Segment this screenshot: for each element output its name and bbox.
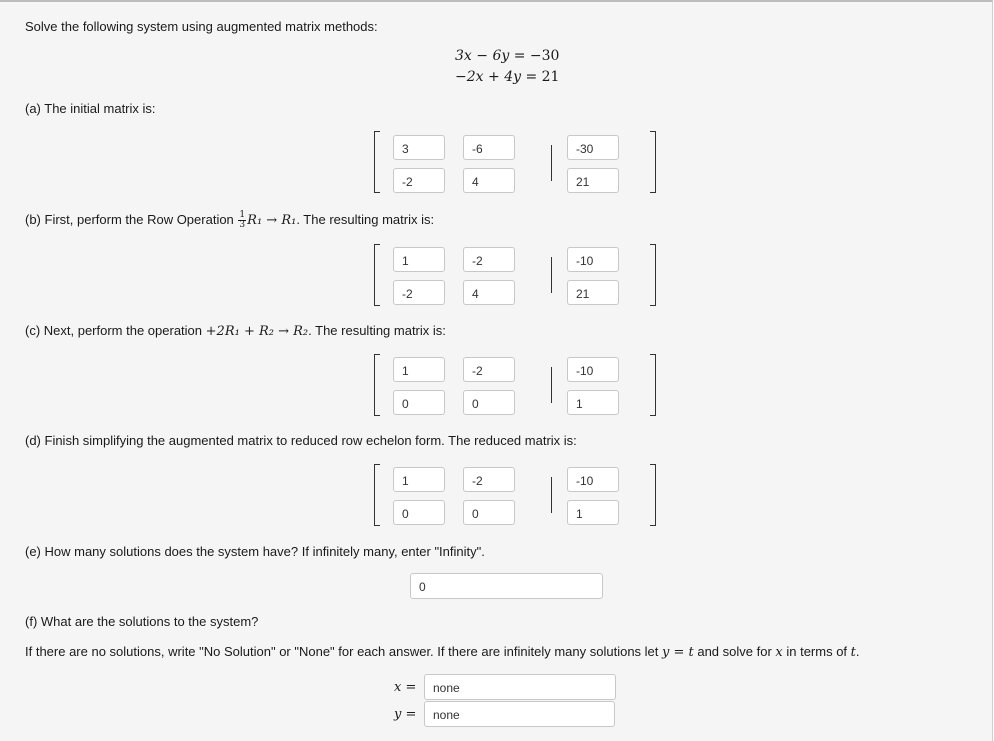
eq2-operator: + <box>488 69 500 85</box>
matrix-c-r1c2-input[interactable]: -2 <box>463 357 515 382</box>
solution-count-input[interactable]: 0 <box>410 573 603 599</box>
matrix-d-r1c2-input[interactable]: -2 <box>463 467 515 492</box>
matrix-a-divider <box>551 145 552 181</box>
matrix-c-r2c3-input[interactable]: 1 <box>567 390 619 415</box>
part-f-instr-text-3: in terms of <box>782 644 851 659</box>
matrix-a-r2c1-input[interactable]: -2 <box>393 168 445 193</box>
matrix-b-right-bracket <box>650 244 656 306</box>
part-f-instr-text-1: If there are no solutions, write "No Solution" or "None" for each answer. If there are infinitely many solutions let <box>25 644 662 659</box>
matrix-a-r2c3-input[interactable]: 21 <box>567 168 619 193</box>
part-d-label: (d) Finish simplifying the augmented matrix to reduced row echelon form. The reduced matrix is: <box>25 433 577 448</box>
matrix-d-right-bracket <box>650 464 656 526</box>
matrix-a-r1c3-input[interactable]: -30 <box>567 135 619 160</box>
part-f-instr-text-4: . <box>855 644 860 659</box>
part-c-text-before: (c) Next, perform the operation <box>25 323 203 338</box>
matrix-c-divider <box>551 367 552 403</box>
matrix-b-r1c1-input[interactable]: 1 <box>393 247 445 272</box>
matrix-b-r2c1-input[interactable]: -2 <box>393 280 445 305</box>
part-f-instr-math-2: x <box>775 645 783 660</box>
part-c-row-operation: +2R₁ + R₂ → R₂ <box>205 324 309 339</box>
part-f-instr-text-2: and solve for <box>693 644 776 659</box>
matrix-c-r2c1-input[interactable]: 0 <box>393 390 445 415</box>
matrix-d-r2c3-input[interactable]: 1 <box>567 500 619 525</box>
matrix-b-left-bracket <box>374 244 380 306</box>
part-b-fraction-num: 1 <box>239 210 246 220</box>
part-b-text-after: . The resulting matrix is: <box>296 211 435 227</box>
matrix-c-r1c3-input[interactable]: -10 <box>567 357 619 382</box>
matrix-a-r1c2-input[interactable]: -6 <box>463 135 515 160</box>
matrix-d-r1c3-input[interactable]: -10 <box>567 467 619 492</box>
part-e-label: (e) How many solutions does the system have? If infinitely many, enter "Infinity". <box>25 544 485 559</box>
matrix-d-r2c2-input[interactable]: 0 <box>463 500 515 525</box>
eq1-rhs: = −30 <box>513 48 560 64</box>
matrix-b-r1c2-input[interactable]: -2 <box>463 247 515 272</box>
x-label: x = <box>394 680 417 695</box>
part-b-fraction <box>238 211 246 230</box>
part-f-instr-math-3: t <box>850 645 856 660</box>
part-f-instr-math-1: y = t <box>662 645 694 660</box>
part-a-label: (a) The initial matrix is: <box>25 101 156 116</box>
matrix-d-left-bracket <box>374 464 380 526</box>
part-c-text-after: . The resulting matrix is: <box>308 323 446 338</box>
matrix-b-r1c3-input[interactable]: -10 <box>567 247 619 272</box>
y-answer-input[interactable]: none <box>424 701 615 727</box>
eq1-term-y: 6y <box>492 48 510 64</box>
part-b-fraction-den: 3 <box>239 220 246 230</box>
matrix-d-r1c1-input[interactable]: 1 <box>393 467 445 492</box>
part-f-instructions <box>25 644 860 660</box>
matrix-c-r1c1-input[interactable]: 1 <box>393 357 445 382</box>
part-f-label: (f) What are the solutions to the system? <box>25 614 259 629</box>
eq1-operator: − <box>476 48 488 64</box>
matrix-d-divider <box>551 477 552 513</box>
matrix-a-r1c1-input[interactable]: 3 <box>393 135 445 160</box>
equation-1 <box>455 48 559 64</box>
part-b-row-operation: R₁ → R₁ <box>247 212 297 228</box>
eq1-term-x: 3x <box>455 48 472 64</box>
matrix-b-r2c2-input[interactable]: 4 <box>463 280 515 305</box>
y-label: y = <box>394 707 417 722</box>
eq2-term-y: 4y <box>504 69 522 85</box>
matrix-a-right-bracket <box>650 131 656 193</box>
matrix-a-r2c2-input[interactable]: 4 <box>463 168 515 193</box>
x-answer-input[interactable]: none <box>424 674 616 700</box>
matrix-b-r2c3-input[interactable]: 21 <box>567 280 619 305</box>
eq2-term-x: −2x <box>455 69 484 85</box>
matrix-c-r2c2-input[interactable]: 0 <box>463 390 515 415</box>
intro-text: Solve the following system using augmented matrix methods: <box>25 19 378 34</box>
eq2-rhs: = 21 <box>525 69 560 85</box>
part-b-text-before: (b) First, perform the Row Operation <box>25 211 234 227</box>
matrix-d-r2c1-input[interactable]: 0 <box>393 500 445 525</box>
matrix-c-right-bracket <box>650 354 656 416</box>
matrix-b-divider <box>551 257 552 293</box>
matrix-c-left-bracket <box>374 354 380 416</box>
part-c-label <box>25 323 446 339</box>
equation-2 <box>455 69 559 85</box>
part-b-label <box>25 211 434 230</box>
matrix-a-left-bracket <box>374 131 380 193</box>
